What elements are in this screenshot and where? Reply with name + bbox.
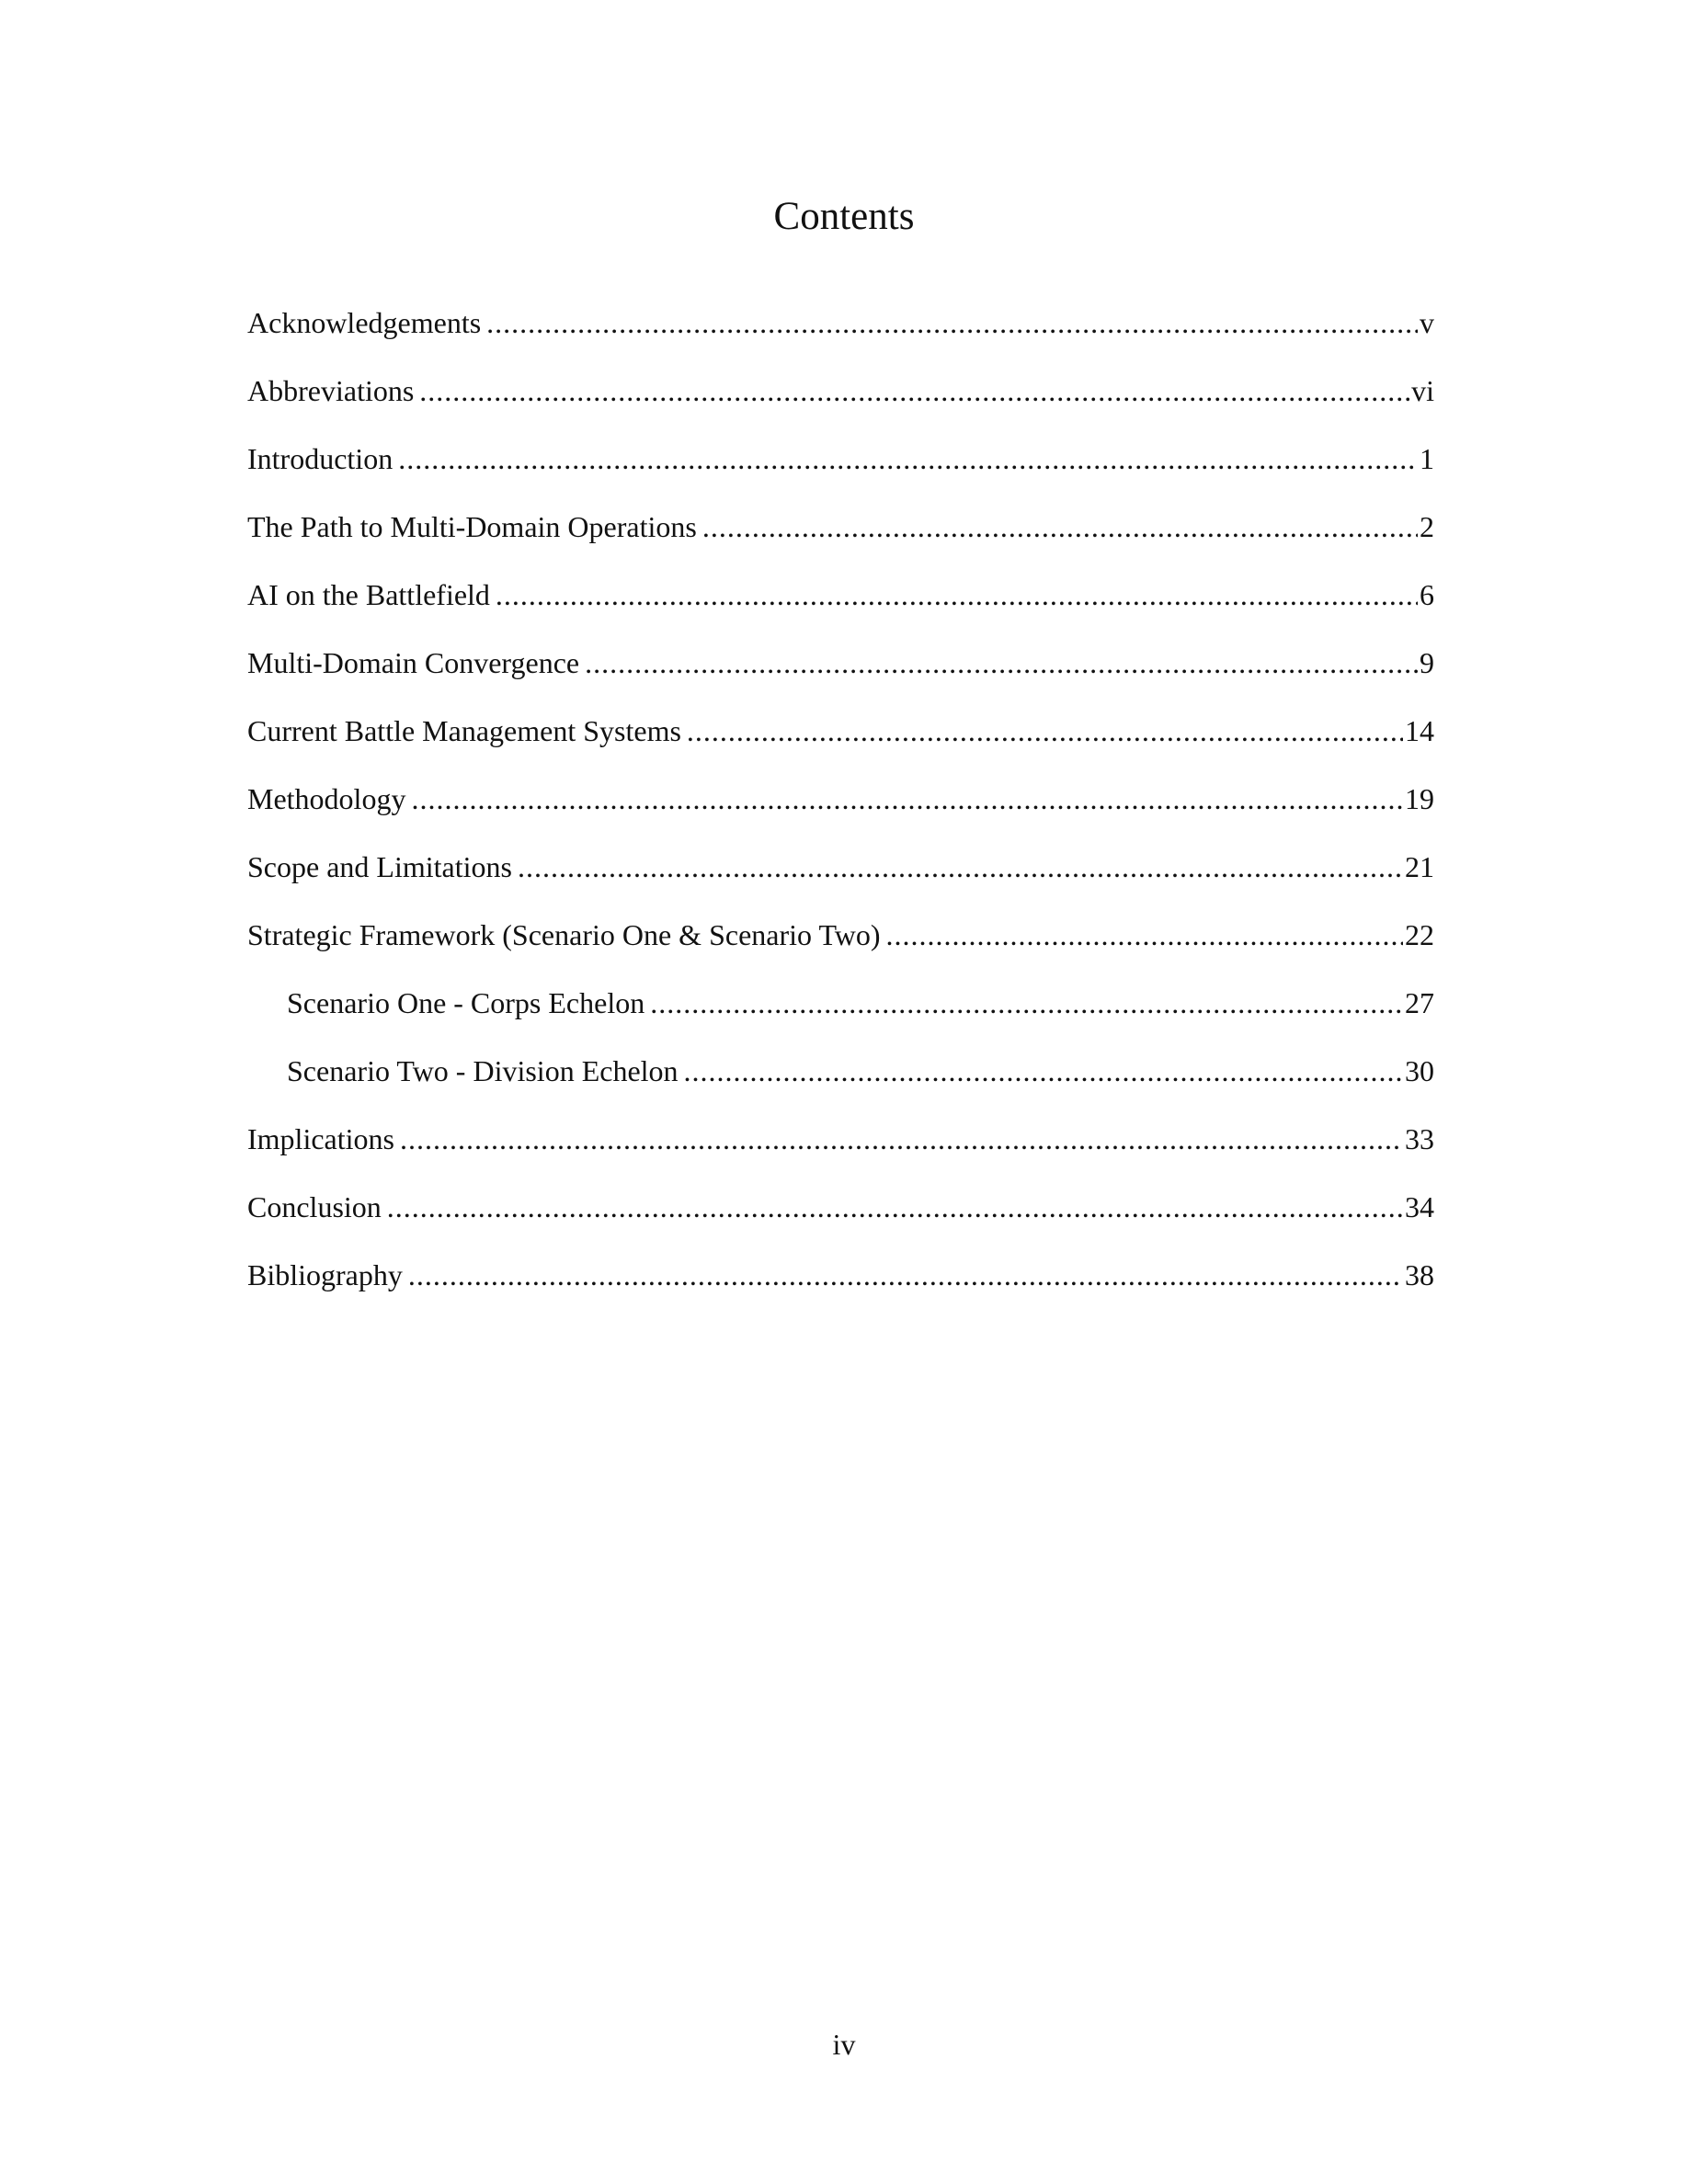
toc-entry-path-to-multi-domain-operations[interactable] (247, 501, 1434, 569)
toc-dot-leader (702, 501, 1418, 552)
toc-entry-introduction[interactable] (247, 433, 1434, 501)
toc-dot-leader (886, 909, 1403, 961)
toc-page-number: 22 (1405, 918, 1434, 951)
toc-entry-label: Scope and Limitations (247, 850, 512, 883)
toc-entry-label: Acknowledgements (247, 306, 482, 339)
toc-dot-leader (387, 1181, 1403, 1233)
toc-page-number: 34 (1405, 1190, 1434, 1223)
toc-entry-methodology[interactable] (247, 773, 1434, 841)
toc-page-number: 21 (1405, 850, 1434, 883)
toc-dot-leader (585, 637, 1418, 688)
toc-dot-leader (411, 773, 1403, 825)
toc-entry-scope-and-limitations[interactable] (247, 841, 1434, 909)
toc-entry-bibliography[interactable] (247, 1249, 1434, 1317)
toc-entry-label: AI on the Battlefield (247, 578, 490, 611)
toc-entry-scenario-one-corps-echelon[interactable] (247, 977, 1434, 1045)
toc-dot-leader (398, 433, 1418, 484)
toc-page-number: 14 (1405, 714, 1434, 747)
toc-dot-leader (419, 365, 1409, 416)
toc-page-number: 6 (1420, 578, 1434, 611)
toc-entry-label: Multi-Domain Convergence (247, 646, 580, 679)
toc-dot-leader (684, 1045, 1403, 1097)
toc-dot-leader (486, 297, 1418, 348)
toc-page-number: 30 (1405, 1054, 1434, 1087)
toc-dot-leader (687, 705, 1403, 756)
toc-entry-label: The Path to Multi-Domain Operations (247, 510, 697, 543)
toc-entry-label: Conclusion (247, 1190, 382, 1223)
toc-entry-label: Bibliography (247, 1258, 403, 1291)
toc-page-number: 27 (1405, 986, 1434, 1019)
page-title: Contents (773, 195, 915, 238)
toc-entry-label: Current Battle Management Systems (247, 714, 681, 747)
table-of-contents (247, 297, 1434, 1317)
toc-entry-label: Implications (247, 1122, 394, 1155)
toc-entry-acknowledgements[interactable] (247, 297, 1434, 365)
toc-entry-label: Abbreviations (247, 374, 415, 407)
toc-entry-current-battle-management-systems[interactable] (247, 705, 1434, 773)
toc-entry-label: Scenario One - Corps Echelon (287, 986, 645, 1019)
toc-page-number: 19 (1405, 782, 1434, 815)
toc-page-number: 9 (1420, 646, 1434, 679)
toc-page-number: 2 (1420, 510, 1434, 543)
toc-page-number: 1 (1420, 442, 1434, 475)
toc-entry-scenario-two-division-echelon[interactable] (247, 1045, 1434, 1113)
toc-page-number: vi (1411, 374, 1434, 407)
toc-entry-abbreviations[interactable] (247, 365, 1434, 433)
toc-entry-implications[interactable] (247, 1113, 1434, 1181)
toc-entry-conclusion[interactable] (247, 1181, 1434, 1249)
toc-page-number: v (1420, 306, 1434, 339)
toc-page-number: 38 (1405, 1258, 1434, 1291)
toc-page-number: 33 (1405, 1122, 1434, 1155)
toc-dot-leader (496, 569, 1418, 620)
toc-entry-multi-domain-convergence[interactable] (247, 637, 1434, 705)
page-number-footer: iv (832, 2028, 856, 2061)
toc-entry-label: Methodology (247, 782, 406, 815)
toc-entry-label: Scenario Two - Division Echelon (287, 1054, 679, 1087)
toc-entry-strategic-framework[interactable] (247, 909, 1434, 977)
toc-dot-leader (400, 1113, 1403, 1165)
toc-entry-ai-on-the-battlefield[interactable] (247, 569, 1434, 637)
toc-entry-label: Strategic Framework (Scenario One & Scenario Two) (247, 918, 881, 951)
toc-entry-label: Introduction (247, 442, 393, 475)
toc-dot-leader (518, 841, 1403, 893)
toc-dot-leader (650, 977, 1403, 1029)
toc-dot-leader (408, 1249, 1403, 1301)
